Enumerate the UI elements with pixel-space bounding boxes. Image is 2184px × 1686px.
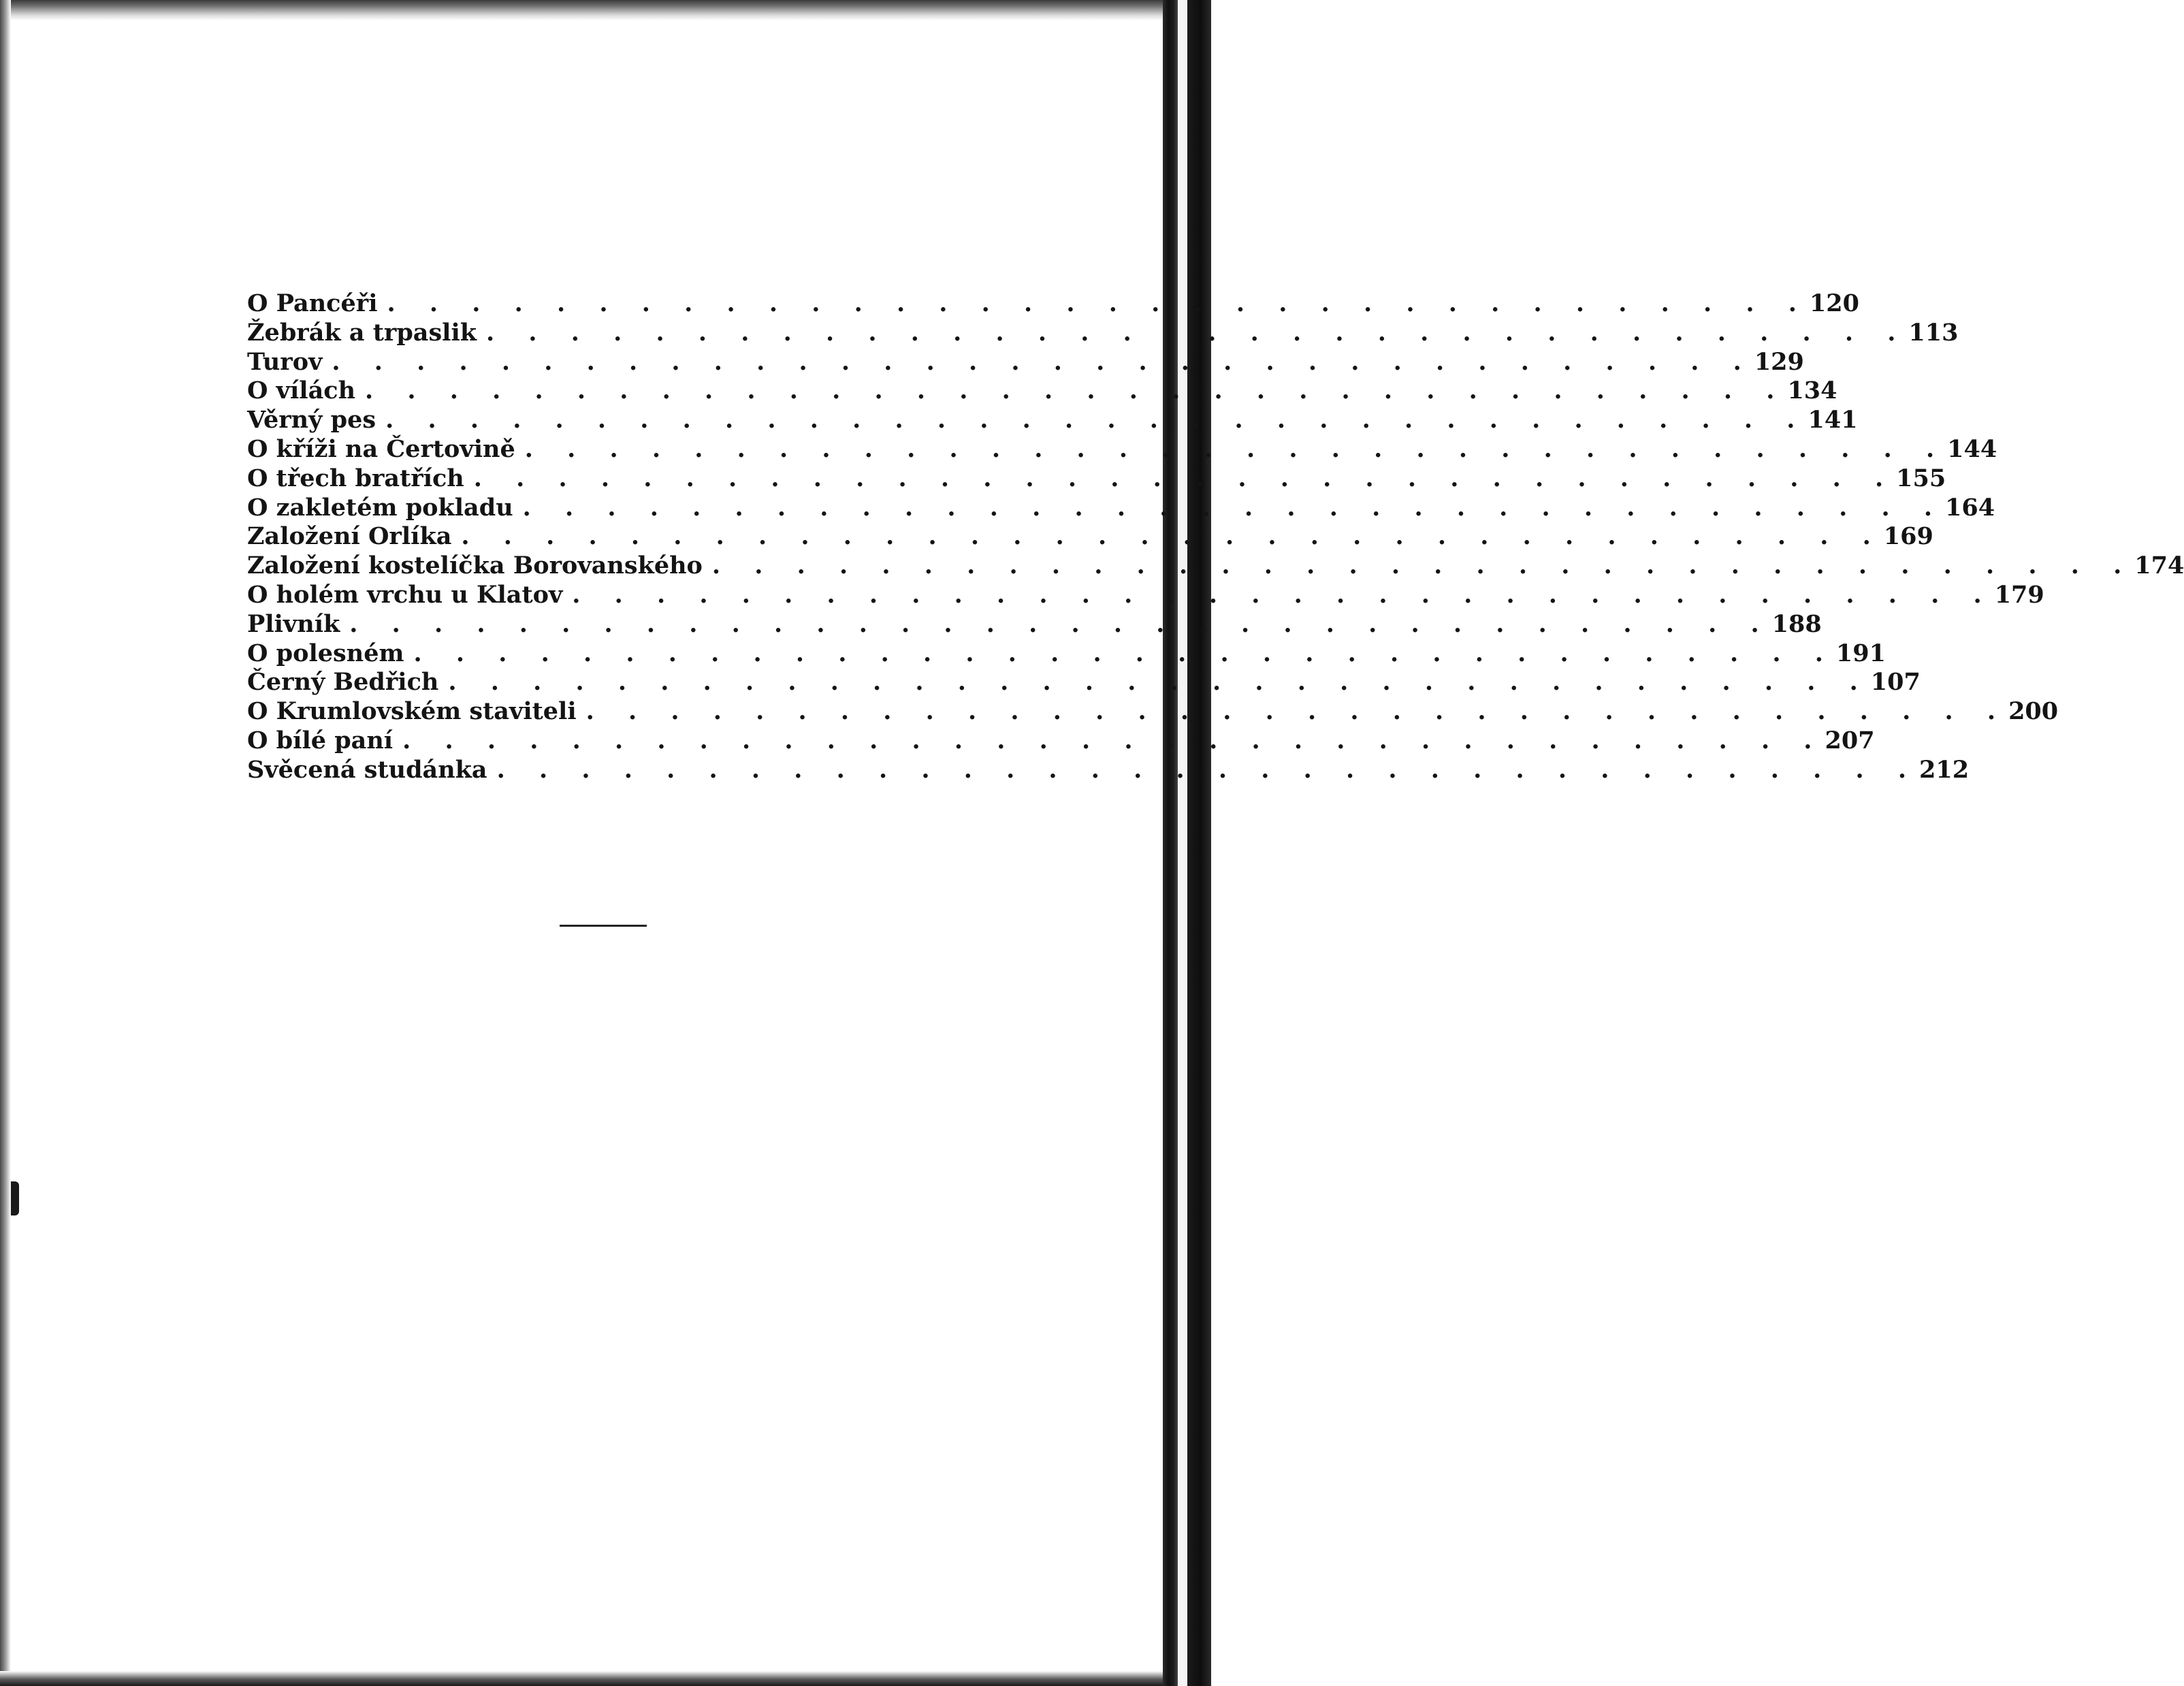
toc-entry-page: 174 bbox=[2134, 552, 2184, 580]
toc-entry-title: O zakletém pokladu bbox=[247, 493, 513, 522]
toc-entry-title: Svěcená studánka bbox=[247, 755, 487, 784]
page-left-edge-shadow bbox=[0, 0, 11, 1686]
toc-entry-page: 141 bbox=[1808, 406, 1858, 434]
scan-border-strip bbox=[1187, 0, 1211, 1686]
page-gutter bbox=[1178, 0, 1187, 1686]
toc-entry bbox=[247, 668, 1921, 697]
toc-entry-page: 212 bbox=[1919, 755, 1970, 784]
toc-entry bbox=[247, 609, 1822, 639]
toc-entry-title: Plivník bbox=[247, 609, 340, 638]
toc-entry-title: Černý Bedřich bbox=[247, 668, 439, 697]
toc-entry-page: 113 bbox=[1908, 318, 1959, 347]
toc-dot-leader: . . . . . . . . . . . . . . . . . . . . . . . . . . . . . . . . . . bbox=[461, 522, 1884, 551]
toc-entry bbox=[247, 493, 1995, 523]
toc-entry bbox=[247, 639, 1886, 669]
toc-entry-title: Věrný pes bbox=[247, 406, 376, 434]
toc-dot-leader: . . . . . . . . . . . . . . . . . . . . . . . . . . . . . . . . . . bbox=[387, 289, 1810, 317]
toc-entry bbox=[247, 580, 2044, 610]
toc-entry-title: O třech bratřích bbox=[247, 464, 464, 492]
toc-entry-page: 207 bbox=[1825, 726, 1875, 754]
toc-entry-page: 169 bbox=[1883, 522, 1933, 551]
toc-dot-leader: . . . . . . . . . . . . . . . . . . . . . . . . . . . . . . . . . . bbox=[448, 668, 1871, 697]
toc-dot-leader: . . . . . . . . . . . . . . . . . . . . . . . . . . . . . . . . . . bbox=[522, 493, 1946, 522]
table-of-contents bbox=[247, 289, 2184, 785]
toc-entry bbox=[247, 697, 2059, 727]
page-bottom-edge-shadow bbox=[0, 1671, 1211, 1686]
toc-entry-page: 107 bbox=[1870, 668, 1921, 697]
toc-entry-title: O bílé paní bbox=[247, 726, 394, 754]
toc-dot-leader: . . . . . . . . . . . . . . . . . . . . . . . . . . . . . . . . . . bbox=[349, 609, 1772, 638]
toc-dot-leader: . . . . . . . . . . . . . . . . . . . . . . . . . . . . . . . . . . bbox=[402, 726, 1825, 754]
toc-entry-page: 179 bbox=[1994, 580, 2044, 609]
toc-entry bbox=[247, 726, 1875, 756]
toc-entry-page: 191 bbox=[1835, 639, 1886, 667]
toc-entry-title: O polesném bbox=[247, 639, 404, 667]
toc-dot-leader: . . . . . . . . . . . . . . . . . . . . . . . . . . . . . . . . . . bbox=[413, 639, 1836, 667]
toc-entry bbox=[247, 464, 1946, 494]
toc-entry-page: 129 bbox=[1754, 347, 1804, 376]
toc-dot-leader: . . . . . . . . . . . . . . . . . . . . . . . . . . . . . . . . . . bbox=[473, 464, 1897, 492]
toc-dot-leader: . . . . . . . . . . . . . . . . . . . . . . . . . . . . . . . . . . bbox=[711, 552, 2135, 580]
toc-entry-title: Založení kostelíčka Borovanského bbox=[247, 552, 703, 580]
toc-entry-title: O kříži na Čertovině bbox=[247, 434, 515, 463]
toc-entry-page: 144 bbox=[1947, 434, 1997, 463]
toc-entry bbox=[247, 434, 1997, 464]
toc-entry bbox=[247, 522, 1933, 552]
toc-entry bbox=[247, 347, 1804, 377]
page-edge-mark bbox=[11, 1181, 19, 1215]
page-top-edge-shadow bbox=[0, 0, 1166, 20]
toc-entry-page: 164 bbox=[1945, 493, 1995, 522]
toc-dot-leader: . . . . . . . . . . . . . . . . . . . . . . . . . . . . . . . . . . bbox=[385, 406, 1808, 434]
toc-entry-title: O Krumlovském staviteli bbox=[247, 697, 577, 726]
toc-entry-title: O vílách bbox=[247, 377, 356, 405]
toc-entry-page: 120 bbox=[1809, 289, 1859, 317]
toc-entry bbox=[247, 318, 1959, 348]
end-rule bbox=[560, 925, 647, 927]
toc-dot-leader: . . . . . . . . . . . . . . . . . . . . . . . . . . . . . . . . . . bbox=[572, 580, 1995, 609]
toc-entry-page: 188 bbox=[1771, 609, 1822, 638]
toc-entry bbox=[247, 377, 1837, 406]
toc-entry-page: 155 bbox=[1896, 464, 1946, 492]
toc-dot-leader: . . . . . . . . . . . . . . . . . . . . . . . . . . . . . . . . . . bbox=[496, 755, 1920, 784]
toc-entry-title: O holém vrchu u Klatov bbox=[247, 580, 563, 609]
toc-dot-leader: . . . . . . . . . . . . . . . . . . . . . . . . . . . . . . . . . . bbox=[524, 434, 1948, 463]
toc-entry-title: Založení Orlíka bbox=[247, 522, 452, 551]
toc-entry bbox=[247, 406, 1858, 435]
toc-dot-leader: . . . . . . . . . . . . . . . . . . . . . . . . . . . . . . . . . . bbox=[365, 377, 1788, 405]
toc-entry-page: 200 bbox=[2008, 697, 2059, 726]
toc-entry-title: O Pancéři bbox=[247, 289, 378, 317]
toc-entry bbox=[247, 289, 1859, 319]
toc-dot-leader: . . . . . . . . . . . . . . . . . . . . . . . . . . . . . . . . . . bbox=[585, 697, 2009, 726]
toc-entry-title: Žebrák a trpaslik bbox=[247, 318, 477, 347]
toc-entry-title: Turov bbox=[247, 347, 323, 376]
page-binding-edge bbox=[1163, 0, 1178, 1686]
toc-dot-leader: . . . . . . . . . . . . . . . . . . . . . . . . . . . . . . . . . . bbox=[332, 347, 1754, 376]
toc-entry bbox=[247, 552, 2184, 581]
toc-dot-leader: . . . . . . . . . . . . . . . . . . . . . . . . . . . . . . . . . . bbox=[486, 318, 1909, 347]
toc-entry bbox=[247, 755, 1970, 785]
toc-entry-page: 134 bbox=[1787, 377, 1837, 405]
